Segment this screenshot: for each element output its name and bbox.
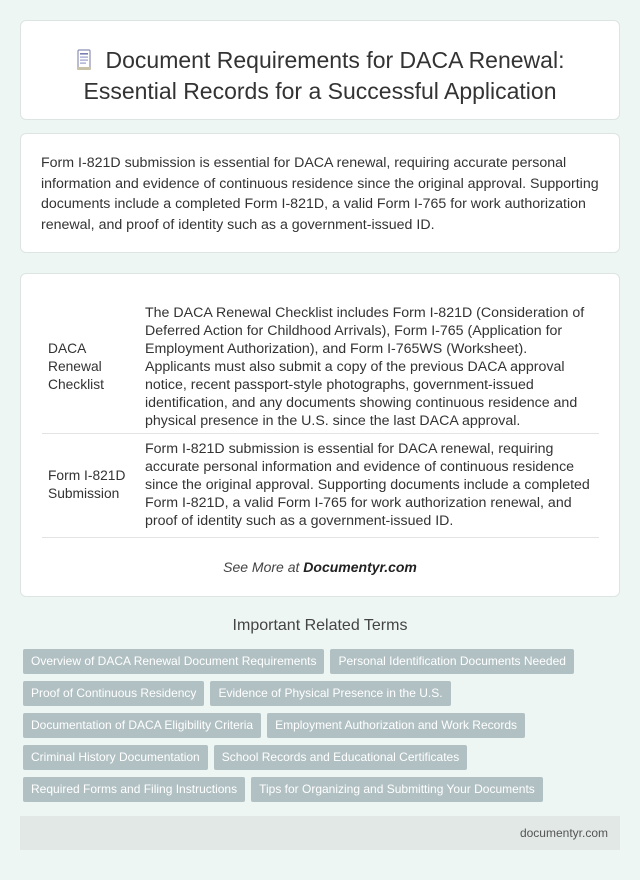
tag-row: [23, 777, 603, 809]
related-term-tag[interactable]: Employment Authorization and Work Records: [267, 713, 525, 738]
see-more-prefix: See More at: [223, 559, 304, 575]
details-table: [42, 301, 599, 538]
tag-row: [23, 713, 603, 745]
see-more-link[interactable]: Documentyr.com: [303, 559, 417, 575]
related-term-tag[interactable]: Required Forms and Filing Instructions: [23, 777, 245, 802]
table-row: [42, 433, 599, 537]
footer: [20, 816, 620, 850]
related-term-tag[interactable]: Overview of DACA Renewal Document Requirements: [23, 649, 324, 674]
related-term-tag[interactable]: Tips for Organizing and Submitting Your Documents: [251, 777, 543, 802]
related-term-tag[interactable]: Documentation of DACA Eligibility Criteria: [23, 713, 261, 738]
row-value: Form I-821D submission is essential for DACA renewal, requiring accurate personal information and evidence of continuous residence since the original approval. Supporting documents include a completed Form I-821D, a valid Form I-765 for work authorization renewal, and proof of identity such as a government-issued ID.: [139, 433, 599, 537]
title-line-1: Document Requirements for DACA Renewal:: [105, 47, 565, 73]
title-line-2: Essential Records for a Successful Application: [83, 78, 557, 104]
row-value: The DACA Renewal Checklist includes Form I-821D (Consideration of Deferred Action for Childhood Arrivals), Form I-765 (Application for Employment Authorization), and Form I-765WS (Worksheet). Applicants must also submit a copy of the previous DACA approval notice, recent passport-style photographs, government-issued identification, and any documents showing continuous residence and physical presence in the U.S. since the last DACA approval.: [139, 301, 599, 433]
row-key: DACA Renewal Checklist: [42, 301, 139, 433]
table-row: [42, 301, 599, 433]
related-terms-list: [23, 649, 603, 809]
summary-text: Form I-821D submission is essential for DACA renewal, requiring accurate personal information and evidence of continuous residence since the original approval. Supporting documents include a completed Form I-821D, a valid Form I-765 for work authorization renewal, and proof of identity such as a government-issued ID.: [41, 155, 599, 233]
see-more: [21, 559, 619, 575]
page-title: [21, 45, 619, 107]
footer-site-link[interactable]: documentyr.com: [519, 826, 608, 840]
details-card: [20, 273, 620, 597]
related-term-tag[interactable]: Personal Identification Documents Needed: [330, 649, 573, 674]
title-card: [20, 20, 620, 120]
related-term-tag[interactable]: Evidence of Physical Presence in the U.S.: [210, 681, 450, 706]
tag-row: [23, 649, 603, 681]
tag-row: [23, 745, 603, 777]
document-icon: [76, 49, 92, 71]
related-term-tag[interactable]: Proof of Continuous Residency: [23, 681, 204, 706]
related-term-tag[interactable]: School Records and Educational Certificates: [214, 745, 467, 770]
related-terms-title: Important Related Terms: [232, 617, 408, 634]
summary-card: [20, 133, 620, 253]
row-key: Form I-821D Submission: [42, 433, 139, 537]
related-term-tag[interactable]: Criminal History Documentation: [23, 745, 208, 770]
tag-row: [23, 681, 603, 713]
